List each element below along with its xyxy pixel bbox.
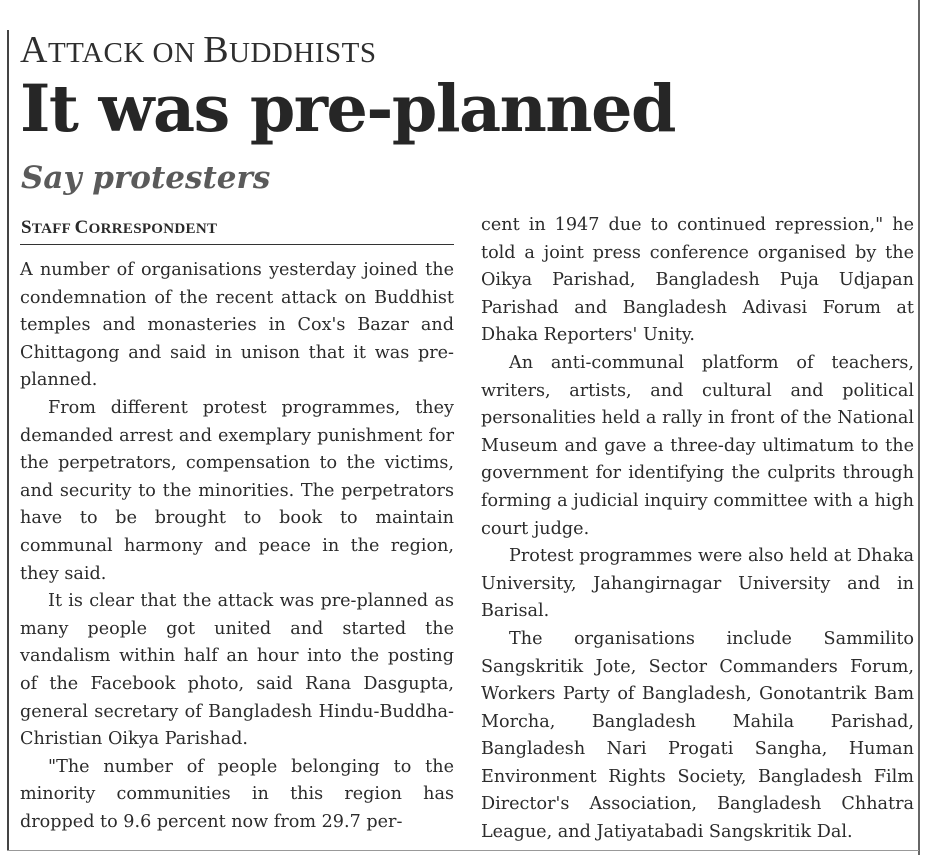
article-column-left [20, 257, 454, 836]
page-edge-bottom [7, 850, 919, 851]
page-edge-right [918, 0, 920, 855]
paragraph: cent in 1947 due to continued repression," he told a joint press conference organised by the Oikya Parishad, Bangladesh Puja Udjapan Parishad and Bangladesh Adivasi Forum at Dhaka Reporters' Unity. [481, 215, 914, 346]
kicker-cap-a: A [20, 29, 48, 71]
paragraph: The organisations include Sammilito Sangskritik Jote, Sector Commanders Forum, Workers Party of Bangladesh, Gonotantrik Bam Morcha, Bangladesh Mahila Parishad, Bangladesh Nari Progati Sangha, Human Environment Rights Society, Bangladesh Film Director's Association, Bangladesh Chhatra League, and Jatiyatabadi Sangskritik Dal. [481, 628, 914, 843]
article-byline [21, 216, 451, 241]
paragraph: From different protest programmes, they demanded arrest and exemplary punishment for the perpetrators, compensation to the victims, and security to the minorities. The perpetrators have to be brought to book to maintain communal harmony and peace in the region, they said. [20, 397, 454, 584]
byline-cap-s: S [21, 217, 32, 238]
column-rule-left [7, 30, 9, 850]
byline-small-caps-2: ORRESPONDENT [88, 221, 218, 237]
byline-small-caps-1: TAFF [31, 221, 75, 237]
byline-cap-c: C [74, 217, 89, 238]
paragraph: A number of organisations yesterday joined the condemnation of the recent attack on Buddhist temples and monasteries in Cox's Bazar and Chittagong and said in unison that it was pre-planned. [20, 260, 454, 391]
article-deck: Say protesters [21, 160, 271, 196]
kicker-small-caps-2: UDDHISTS [229, 37, 377, 69]
paragraph: It is clear that the attack was pre-planned as many people got united and started the vandalism within half an hour into the posting of the Facebook photo, said Rana Dasgupta, general secretary of Bangladesh Hindu-Buddha-Christian Oikya Parishad. [20, 591, 454, 750]
kicker-small-caps-1: TTACK ON [47, 37, 204, 69]
paragraph: "The number of people belonging to the minority communities in this region has dropped to 9.6 percent now from 29.7 per- [20, 756, 454, 832]
article-headline: It was pre-planned [20, 71, 675, 147]
byline-divider [20, 244, 454, 245]
article-column-right [481, 212, 914, 847]
paragraph: Protest programmes were also held at Dhaka University, Jahangirnagar University and in Barisal. [481, 546, 914, 622]
kicker-cap-b: B [203, 29, 230, 71]
paragraph: An anti-communal platform of teachers, writers, artists, and cultural and political personalities held a rally in front of the National Museum and gave a three-day ultimatum to the government for identifying the culprits through forming a judicial inquiry committee with a high court judge. [481, 352, 914, 539]
